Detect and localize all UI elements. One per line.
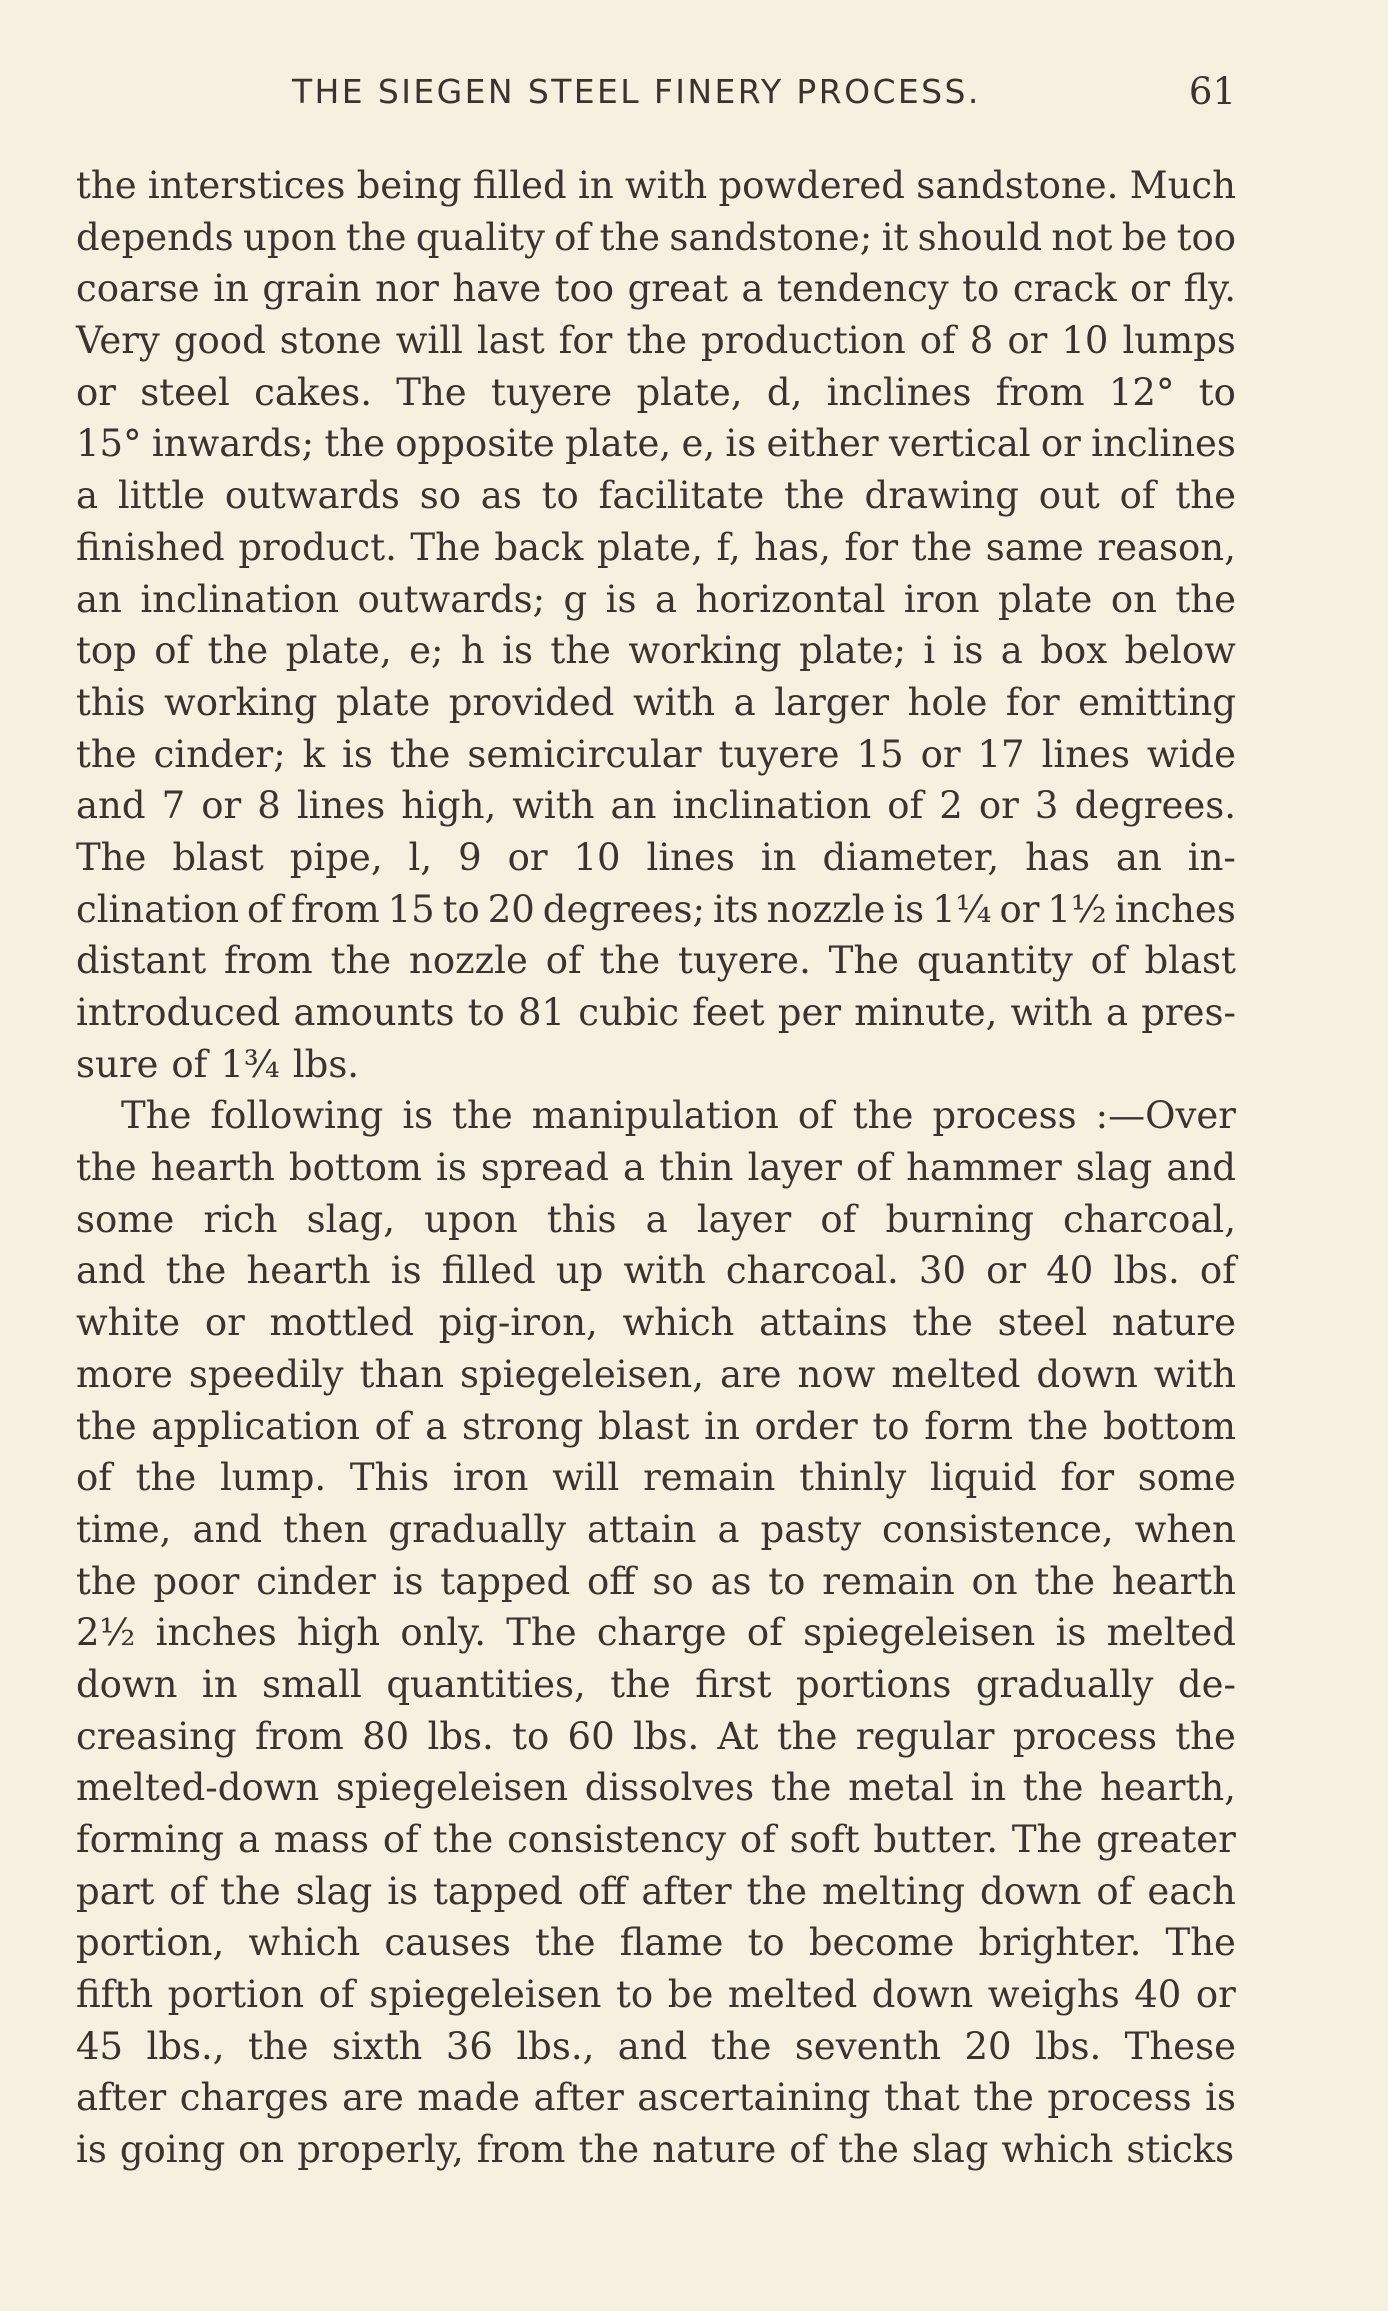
text-line: is going on properly, from the nature of the slag which sticks <box>76 2128 1235 2172</box>
text-line: creasing from 80 lbs. to 60 lbs. At the regular process the <box>76 1714 1236 1758</box>
text-line: the poor cinder is tapped off so as to remain on the hearth <box>76 1559 1236 1603</box>
text-line: an inclination outwards; g is a horizontal iron plate on the <box>76 577 1236 621</box>
text-line: the interstices being filled in with powdered sandstone. Much <box>76 164 1236 207</box>
text-line: The blast pipe, l, 9 or 10 lines in diameter, has an in- <box>76 835 1236 879</box>
text-line: portion, which causes the flame to become brighter. The <box>76 1921 1236 1965</box>
text-line: white or mottled pig-iron, which attains the steel nature <box>76 1301 1236 1345</box>
text-line: the cinder; k is the semicircular tuyere 15 or 17 lines wide <box>76 732 1236 776</box>
paragraph <box>76 1090 1236 2175</box>
text-line: a little outwards so as to facilitate the drawing out of the <box>76 474 1236 518</box>
text-line: distant from the nozzle of the tuyere. The quantity of blast <box>76 939 1236 983</box>
text-line: and the hearth is filled up with charcoal. 30 or 40 lbs. of <box>76 1249 1236 1293</box>
text-line: The following is the manipulation of the process :—Over <box>121 1094 1236 1138</box>
text-line: down in small quantities, the first portions gradually de- <box>76 1662 1236 1706</box>
text-line: fifth portion of spiegeleisen to be melted down weighs 40 or <box>76 1973 1236 2017</box>
text-line: coarse in grain nor have too great a tendency to crack or fly. <box>76 267 1236 311</box>
running-title: THE SIEGEN STEEL FINERY PROCESS. <box>292 72 981 111</box>
text-line: of the lump. This iron will remain thinly liquid for some <box>76 1456 1236 1500</box>
text-line: more speedily than spiegeleisen, are now melted down with <box>76 1352 1236 1396</box>
text-line: after charges are made after ascertaining that the process is <box>76 2076 1236 2120</box>
text-line: some rich slag, upon this a layer of burning charcoal, <box>76 1197 1236 1241</box>
running-head <box>76 70 1236 120</box>
text-line: or steel cakes. The tuyere plate, d, inclines from 12° to <box>76 370 1236 414</box>
text-line: sure of 1¾ lbs. <box>76 1042 360 1086</box>
text-line: this working plate provided with a larger hole for emitting <box>76 680 1236 724</box>
text-line: forming a mass of the consistency of soft butter. The greater <box>76 1818 1236 1861</box>
text-line: introduced amounts to 81 cubic feet per minute, with a pres- <box>76 991 1236 1034</box>
text-line: Very good stone will last for the production of 8 or 10 lumps <box>76 319 1236 363</box>
paragraph <box>76 160 1236 1090</box>
text-line: finished product. The back plate, f, has, for the same reason, <box>76 525 1236 569</box>
text-line: the hearth bottom is spread a thin layer of hammer slag and <box>76 1146 1236 1190</box>
text-line: part of the slag is tapped off after the melting down of each <box>76 1869 1236 1913</box>
body-text <box>76 160 1236 2176</box>
text-line: melted-down spiegeleisen dissolves the metal in the hearth, <box>76 1766 1236 1810</box>
text-line: the application of a strong blast in order to form the bottom <box>76 1404 1236 1448</box>
text-line: and 7 or 8 lines high, with an inclination of 2 or 3 degrees. <box>76 784 1236 828</box>
text-line: top of the plate, e; h is the working plate; i is a box below <box>76 629 1236 673</box>
text-line: 45 lbs., the sixth 36 lbs., and the seventh 20 lbs. These <box>76 2024 1236 2068</box>
book-page <box>76 70 1236 2176</box>
text-line: clination of from 15 to 20 degrees; its nozzle is 1¼ or 1½ inches <box>76 887 1236 931</box>
text-line: 2½ inches high only. The charge of spiegeleisen is melted <box>76 1611 1236 1655</box>
text-line: time, and then gradually attain a pasty consistence, when <box>76 1507 1236 1551</box>
text-line: 15° inwards; the opposite plate, e, is either vertical or inclines <box>76 422 1236 466</box>
page-number: 61 <box>1188 70 1236 113</box>
text-line: depends upon the quality of the sandstone; it should not be too <box>76 215 1236 259</box>
